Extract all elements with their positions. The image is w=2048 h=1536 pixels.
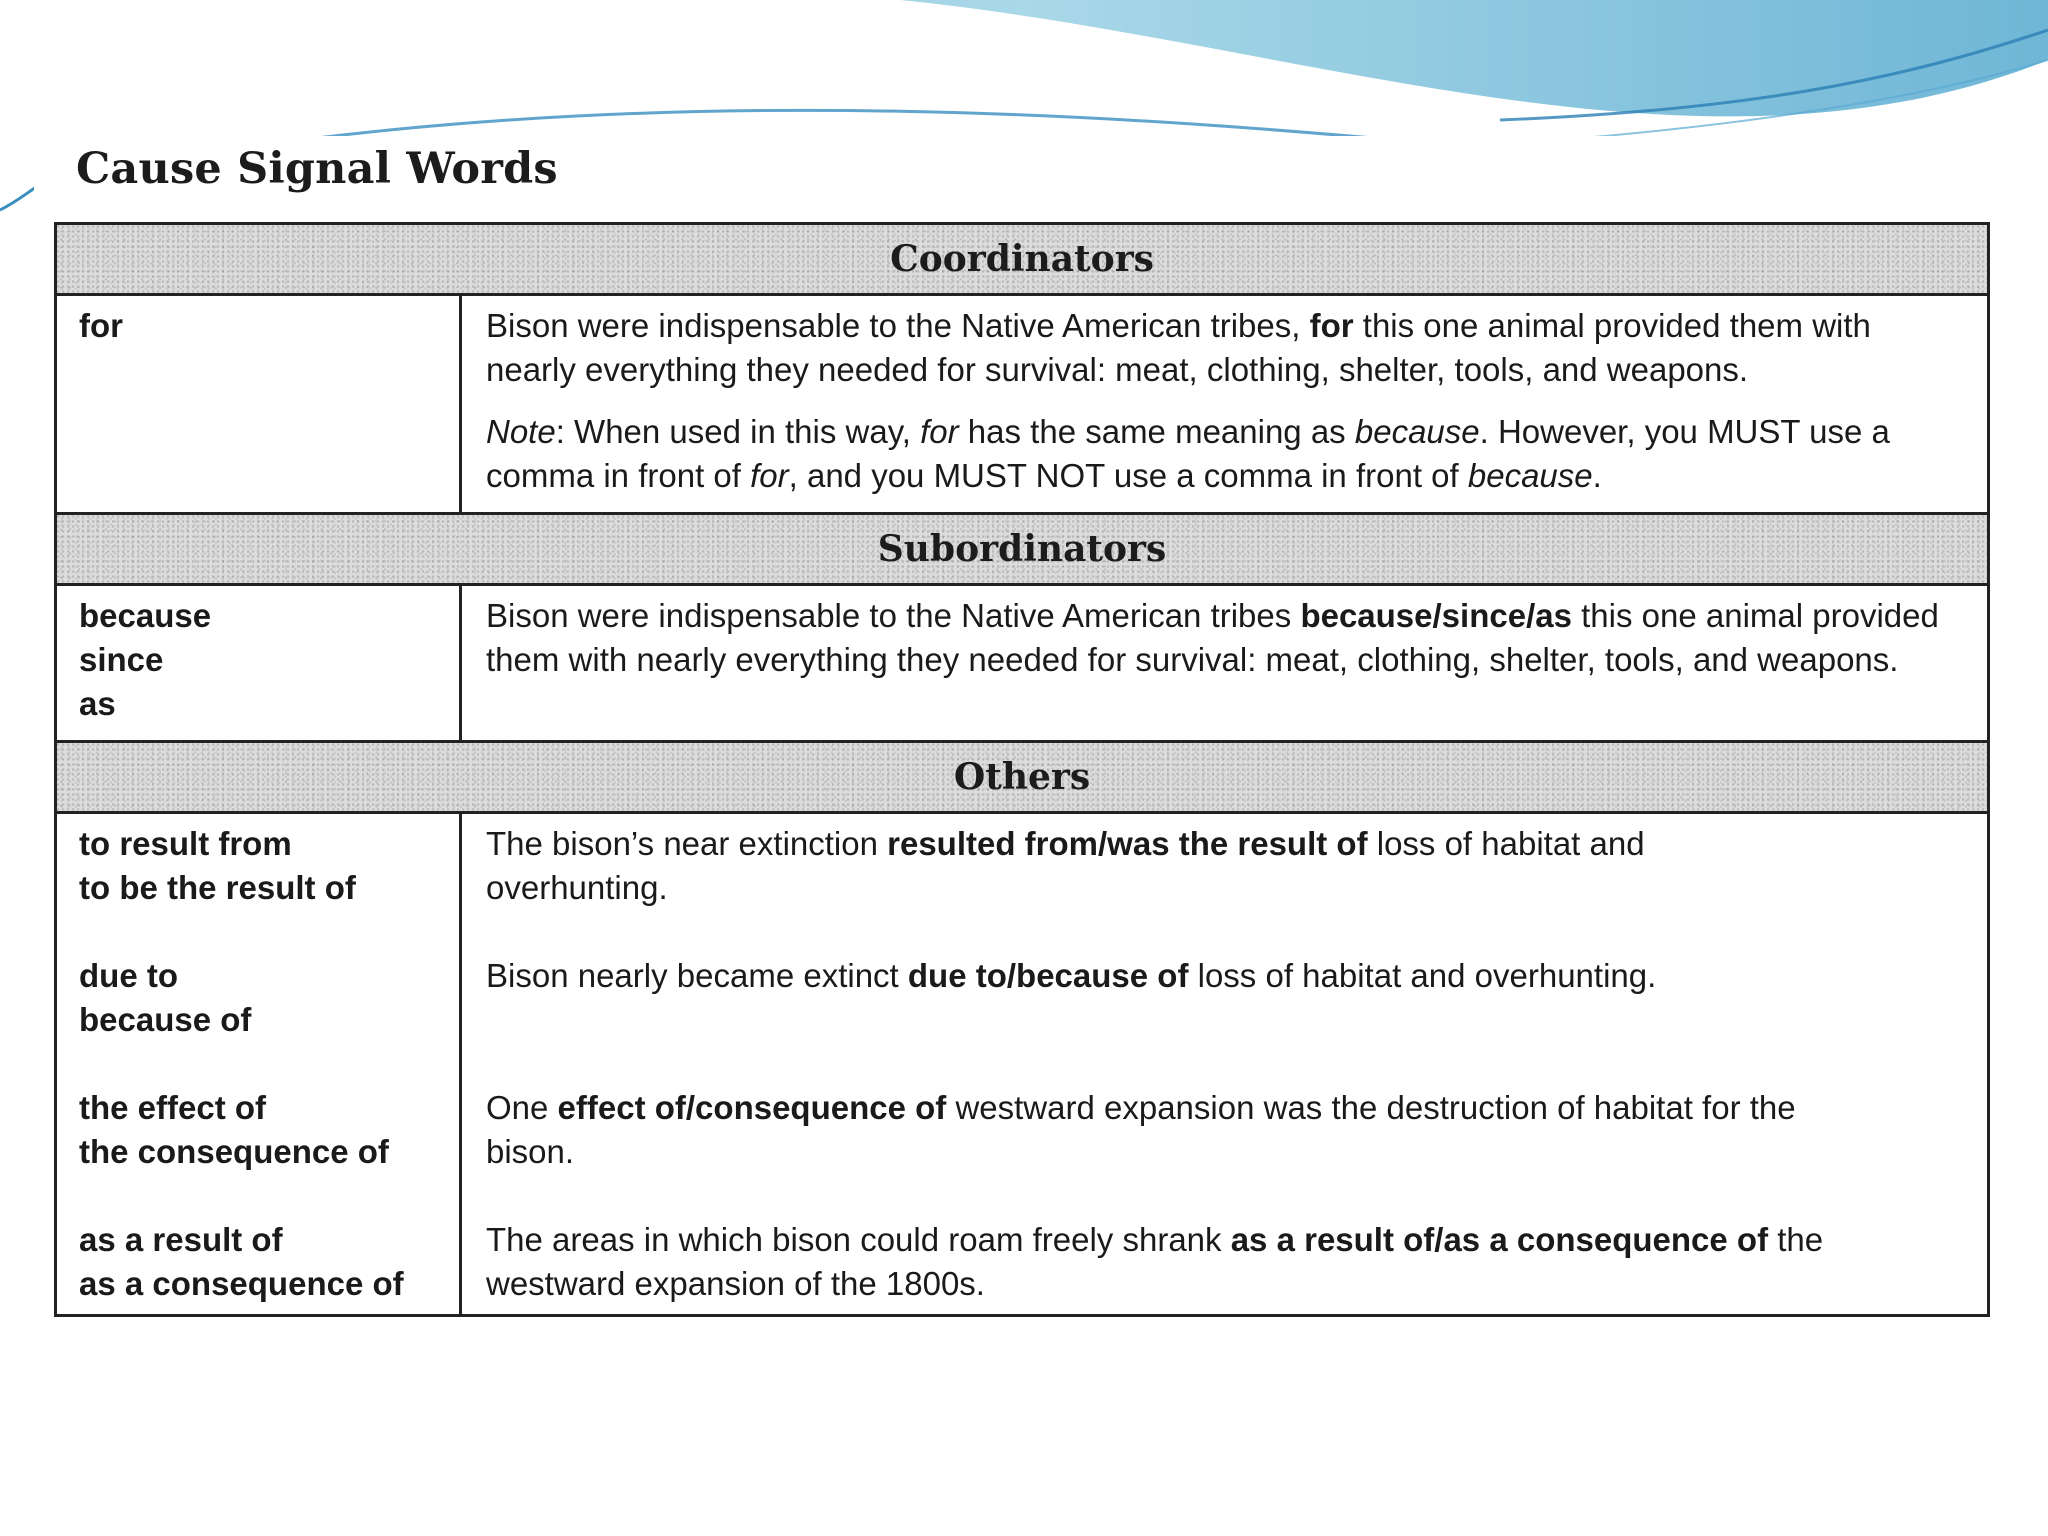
example-cell [462, 814, 1987, 1314]
signal-word-highlight: effect of/consequence of [557, 1089, 947, 1126]
example-sentence: The bison’s near extinction resulted from/was the result of loss of habitat and overhunting. [486, 825, 1645, 906]
signal-word: for [79, 307, 123, 344]
example-cell [462, 586, 1987, 740]
signal-word-highlight: because/since/as [1300, 597, 1572, 634]
section-title: Subordinators [877, 528, 1167, 570]
signal-word: the consequence of [79, 1133, 389, 1170]
signal-word-group [79, 1086, 439, 1218]
signal-words-cell [57, 296, 462, 512]
section-header-others [57, 743, 1987, 814]
signal-word: as a result of [79, 1221, 283, 1258]
signal-word: as a consequence of [79, 1265, 404, 1302]
table-row [57, 586, 1987, 743]
example-sentence: Bison were indispensable to the Native American tribes, for this one animal provided them with nearly everything they needed for survival: meat, clothing, shelter, tools, and weapons. [486, 307, 1871, 388]
signal-words-cell [57, 814, 462, 1314]
signal-word: due to [79, 957, 178, 994]
signal-word: to result from [79, 825, 292, 862]
usage-note: Note: When used in this way, for has the same meaning as because. However, you MUST use a comma in front of for, and you MUST NOT use a comma in front of because. [486, 413, 1890, 494]
table-row [57, 296, 1987, 515]
signal-words-table [54, 222, 1990, 1317]
signal-word: since [79, 641, 164, 678]
example-sentence: Bison nearly became extinct due to/because of loss of habitat and overhunting. [486, 957, 1657, 994]
signal-word: the effect of [79, 1089, 267, 1126]
example-sentence: One effect of/consequence of westward expansion was the destruction of habitat for the bison. [486, 1089, 1796, 1170]
example-sentence: Bison were indispensable to the Native American tribes because/since/as this one animal provided them with nearly everything they needed for survival: meat, clothing, shelter, tools, and weapons. [486, 597, 1939, 678]
signal-words-cell [57, 586, 462, 740]
example-group [486, 1218, 1961, 1306]
example-sentence: The areas in which bison could roam freely shrank as a result of/as a consequence of the westward expansion of the 1800s. [486, 1221, 1824, 1302]
example-group [486, 1086, 1961, 1218]
section-title: Others [953, 756, 1091, 798]
signal-word-group [79, 954, 439, 1086]
signal-word-group [79, 1218, 439, 1306]
document-page [34, 136, 1994, 1436]
example-group [486, 954, 1961, 1086]
signal-word-group [79, 822, 439, 954]
section-title: Coordinators [890, 238, 1154, 280]
signal-word: as [79, 685, 116, 722]
signal-word: because of [79, 1001, 252, 1038]
page-title: Cause Signal Words [76, 144, 558, 194]
example-cell [462, 296, 1987, 512]
signal-word-highlight: resulted from/was the result of [887, 825, 1368, 862]
signal-word-highlight: due to/because of [907, 957, 1189, 994]
signal-word-highlight: for [1309, 307, 1354, 344]
signal-word: to be the result of [79, 869, 356, 906]
table-row [57, 814, 1987, 1314]
section-header-coordinators [57, 225, 1987, 296]
example-group [486, 822, 1961, 954]
section-header-subordinators [57, 515, 1987, 586]
signal-word-highlight: as a result of/as a consequence of [1230, 1221, 1769, 1258]
signal-word: because [79, 597, 212, 634]
